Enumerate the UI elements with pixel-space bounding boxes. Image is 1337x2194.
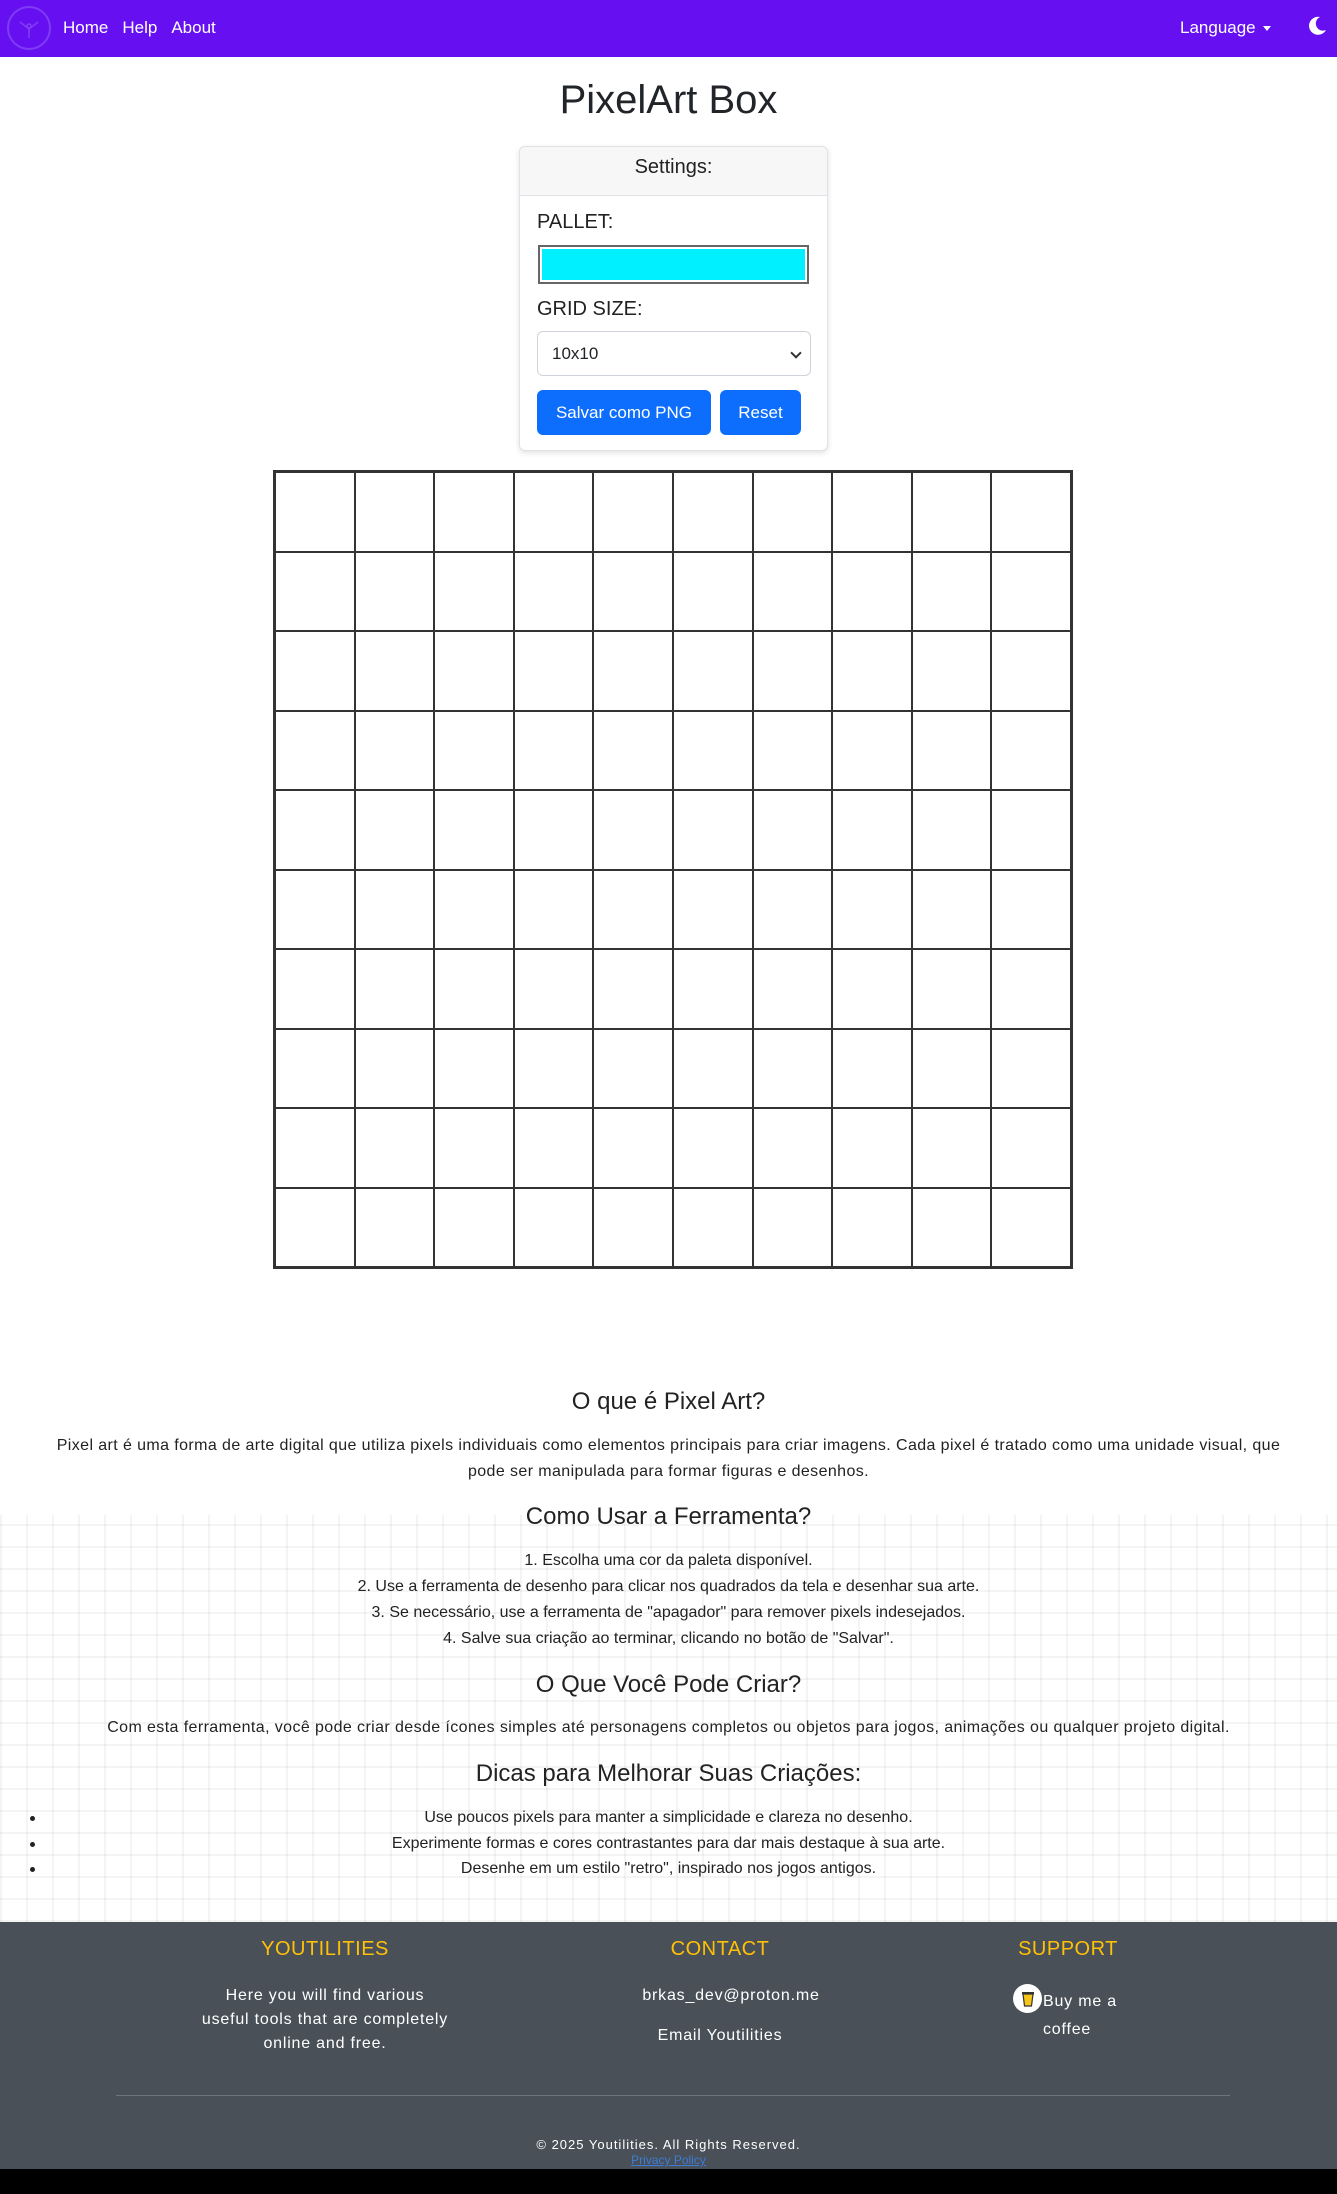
pixel-cell[interactable] <box>434 711 514 791</box>
pixel-cell[interactable] <box>673 790 753 870</box>
footer-youtilities-title: YOUTILITIES <box>261 1938 389 1960</box>
pixel-cell[interactable] <box>355 1029 435 1109</box>
step-item: 3. Se necessário, use a ferramenta de "apagador" para remover pixels indesejados. <box>371 1604 966 1621</box>
pixel-cell[interactable] <box>514 552 594 632</box>
settings-card <box>519 146 828 451</box>
bottom-bar <box>0 2169 1337 2194</box>
tip-item: Experimente formas e cores contrastantes para dar mais destaque à sua arte. <box>0 1831 1337 1857</box>
pixel-cell[interactable] <box>753 711 833 791</box>
nav-home-link[interactable]: Home <box>63 18 109 37</box>
pixel-cell[interactable] <box>991 1108 1071 1188</box>
reset-button[interactable]: Reset <box>720 390 801 435</box>
pixel-cell[interactable] <box>434 552 514 632</box>
tips-list <box>0 1805 1337 1882</box>
how-to-use-steps <box>0 1548 1337 1652</box>
footer <box>0 1922 1337 2169</box>
pixel-cell[interactable] <box>991 870 1071 950</box>
pixel-cell[interactable] <box>832 1029 912 1109</box>
save-png-button[interactable]: Salvar como PNG <box>537 390 711 435</box>
nav-about-link[interactable]: About <box>171 18 216 37</box>
pixel-cell[interactable] <box>275 790 355 870</box>
pixel-cell[interactable] <box>593 552 673 632</box>
pixel-cell[interactable] <box>832 711 912 791</box>
pixel-cell[interactable] <box>832 631 912 711</box>
pixel-cell[interactable] <box>832 1108 912 1188</box>
pixel-cell[interactable] <box>673 949 753 1029</box>
pixel-cell[interactable] <box>434 1029 514 1109</box>
footer-contact-email[interactable]: brkas_dev@proton.me <box>642 1987 820 2004</box>
pixel-cell[interactable] <box>355 1108 435 1188</box>
pixel-cell[interactable] <box>991 1029 1071 1109</box>
pixel-cell[interactable] <box>434 1108 514 1188</box>
pixel-cell[interactable] <box>355 870 435 950</box>
pallet-label: PALLET: <box>537 211 614 233</box>
pixel-cell[interactable] <box>753 1029 833 1109</box>
pixel-cell[interactable] <box>275 552 355 632</box>
pixel-cell[interactable] <box>514 631 594 711</box>
page-title: PixelArt Box <box>559 78 778 122</box>
pixel-cell[interactable] <box>593 472 673 552</box>
pixel-cell[interactable] <box>355 1188 435 1268</box>
footer-divider <box>116 2095 1230 2096</box>
footer-contact-title: CONTACT <box>670 1938 770 1960</box>
grid-size-select[interactable] <box>537 331 811 376</box>
pixel-grid[interactable] <box>273 470 1073 1269</box>
tips-heading: Dicas para Melhorar Suas Criações: <box>475 1760 862 1787</box>
pixel-cell[interactable] <box>912 552 992 632</box>
pixel-cell[interactable] <box>991 790 1071 870</box>
pixel-cell[interactable] <box>593 1108 673 1188</box>
pixel-cell[interactable] <box>514 711 594 791</box>
caret-down-icon <box>1263 26 1271 31</box>
pixel-cell[interactable] <box>912 1108 992 1188</box>
pixel-cell[interactable] <box>912 631 992 711</box>
footer-support-title: SUPPORT <box>1018 1938 1118 1960</box>
pixel-cell[interactable] <box>514 1188 594 1268</box>
pixel-cell[interactable] <box>593 870 673 950</box>
pixel-cell[interactable] <box>753 1108 833 1188</box>
pixel-cell[interactable] <box>753 472 833 552</box>
pixel-cell[interactable] <box>593 949 673 1029</box>
pixel-cell[interactable] <box>832 949 912 1029</box>
step-item: 4. Salve sua criação ao terminar, clicando no botão de "Salvar". <box>443 1630 894 1647</box>
pixel-cell[interactable] <box>912 790 992 870</box>
pixel-cell[interactable] <box>355 552 435 632</box>
pixel-cell[interactable] <box>673 631 753 711</box>
moon-icon[interactable] <box>1306 15 1328 37</box>
pixel-cell[interactable] <box>832 870 912 950</box>
what-can-you-create-heading: O Que Você Pode Criar? <box>535 1671 802 1698</box>
pixel-cell[interactable] <box>514 949 594 1029</box>
pixel-cell[interactable] <box>593 1029 673 1109</box>
pixel-cell[interactable] <box>912 870 992 950</box>
pixel-cell[interactable] <box>355 711 435 791</box>
pixel-cell[interactable] <box>753 949 833 1029</box>
pixel-cell[interactable] <box>912 1188 992 1268</box>
pixel-cell[interactable] <box>434 1188 514 1268</box>
grid-size-value: 10x10 <box>552 344 599 363</box>
what-is-pixel-art-heading: O que é Pixel Art? <box>571 1388 766 1415</box>
pixel-cell[interactable] <box>673 552 753 632</box>
language-label: Language <box>1180 18 1256 37</box>
pixel-cell[interactable] <box>434 870 514 950</box>
pixel-cell[interactable] <box>275 631 355 711</box>
logo-icon[interactable] <box>7 6 51 50</box>
what-can-you-create-text: Com esta ferramenta, você pode criar desde ícones simples até personagens completos ou objetos para jogos, animações ou qualquer projeto digital. <box>107 1719 1230 1736</box>
pixel-cell[interactable] <box>593 631 673 711</box>
footer-youtilities-text: Here you will find various useful tools that are completely online and free. <box>201 1987 449 2052</box>
pixel-cell[interactable] <box>832 472 912 552</box>
pallet-color-picker[interactable] <box>538 245 809 284</box>
how-to-use-heading: Como Usar a Ferramenta? <box>525 1503 812 1530</box>
pixel-cell[interactable] <box>434 631 514 711</box>
pixel-cell[interactable] <box>753 631 833 711</box>
pixel-cell[interactable] <box>434 949 514 1029</box>
pixel-cell[interactable] <box>514 870 594 950</box>
pixel-cell[interactable] <box>275 472 355 552</box>
nav-links <box>63 18 230 38</box>
pixel-cell[interactable] <box>275 711 355 791</box>
pixel-cell[interactable] <box>514 790 594 870</box>
pixel-cell[interactable] <box>832 790 912 870</box>
privacy-policy-link[interactable]: Privacy Policy <box>631 2153 706 2167</box>
pixel-cell[interactable] <box>991 552 1071 632</box>
step-item: 2. Use a ferramenta de desenho para clicar nos quadrados da tela e desenhar sua arte. <box>357 1578 980 1595</box>
footer-buy-coffee-link[interactable]: Buy me a coffee <box>1043 1993 1117 2038</box>
pixel-cell[interactable] <box>673 870 753 950</box>
pixel-cell[interactable] <box>514 472 594 552</box>
pixel-cell[interactable] <box>275 1188 355 1268</box>
pixel-cell[interactable] <box>991 711 1071 791</box>
pixel-cell[interactable] <box>673 472 753 552</box>
pallet-color-fill <box>542 249 805 280</box>
pixel-cell[interactable] <box>832 1188 912 1268</box>
chevron-down-icon <box>790 347 801 358</box>
pixel-cell[interactable] <box>434 790 514 870</box>
settings-header: Settings: <box>520 147 827 196</box>
pixel-cell[interactable] <box>355 631 435 711</box>
language-dropdown[interactable] <box>1180 18 1271 38</box>
pixel-cell[interactable] <box>434 472 514 552</box>
pixel-cell[interactable] <box>593 1188 673 1268</box>
pixel-cell[interactable] <box>514 1108 594 1188</box>
pixel-cell[interactable] <box>355 949 435 1029</box>
pixel-cell[interactable] <box>275 1108 355 1188</box>
footer-email-link[interactable]: Email Youtilities <box>657 2027 783 2044</box>
pixel-cell[interactable] <box>991 949 1071 1029</box>
pixel-cell[interactable] <box>275 870 355 950</box>
pixel-cell[interactable] <box>912 472 992 552</box>
pixel-cell[interactable] <box>912 949 992 1029</box>
pixel-cell[interactable] <box>673 711 753 791</box>
pixel-cell[interactable] <box>673 1029 753 1109</box>
pixel-cell[interactable] <box>991 631 1071 711</box>
copyright-text: © 2025 Youtilities. All Rights Reserved. <box>536 2137 801 2152</box>
what-is-pixel-art-text: Pixel art é uma forma de arte digital que utiliza pixels individuais como elementos principais para criar imagens. Cada pixel é tratado como uma unidade visual, que pode ser manipulada para formar figuras e desenhos. <box>56 1437 1281 1480</box>
pixel-cell[interactable] <box>991 1188 1071 1268</box>
step-item: 1. Escolha uma cor da paleta disponível. <box>524 1552 813 1569</box>
pixel-cell[interactable] <box>673 1108 753 1188</box>
pixel-cell[interactable] <box>355 472 435 552</box>
pixel-cell[interactable] <box>832 552 912 632</box>
pixel-cell[interactable] <box>912 1029 992 1109</box>
pixel-cell[interactable] <box>673 1188 753 1268</box>
pixel-cell[interactable] <box>593 790 673 870</box>
grid-size-label: GRID SIZE: <box>537 298 643 320</box>
pixel-cell[interactable] <box>514 1029 594 1109</box>
tip-item: Use poucos pixels para manter a simplicidade e clareza no desenho. <box>0 1805 1337 1831</box>
pixel-cell[interactable] <box>753 870 833 950</box>
nav-help-link[interactable]: Help <box>122 18 158 37</box>
navbar <box>0 0 1337 57</box>
pixel-cell[interactable] <box>753 1188 833 1268</box>
pixel-cell[interactable] <box>275 949 355 1029</box>
pixel-cell[interactable] <box>355 790 435 870</box>
pixel-cell[interactable] <box>912 711 992 791</box>
pixel-cell[interactable] <box>753 552 833 632</box>
pixel-cell[interactable] <box>275 1029 355 1109</box>
coffee-cup-icon[interactable] <box>1013 1984 1042 2013</box>
pixel-cell[interactable] <box>991 472 1071 552</box>
tip-item: Desenhe em um estilo "retro", inspirado nos jogos antigos. <box>0 1856 1337 1882</box>
pixel-cell[interactable] <box>753 790 833 870</box>
pixel-cell[interactable] <box>593 711 673 791</box>
